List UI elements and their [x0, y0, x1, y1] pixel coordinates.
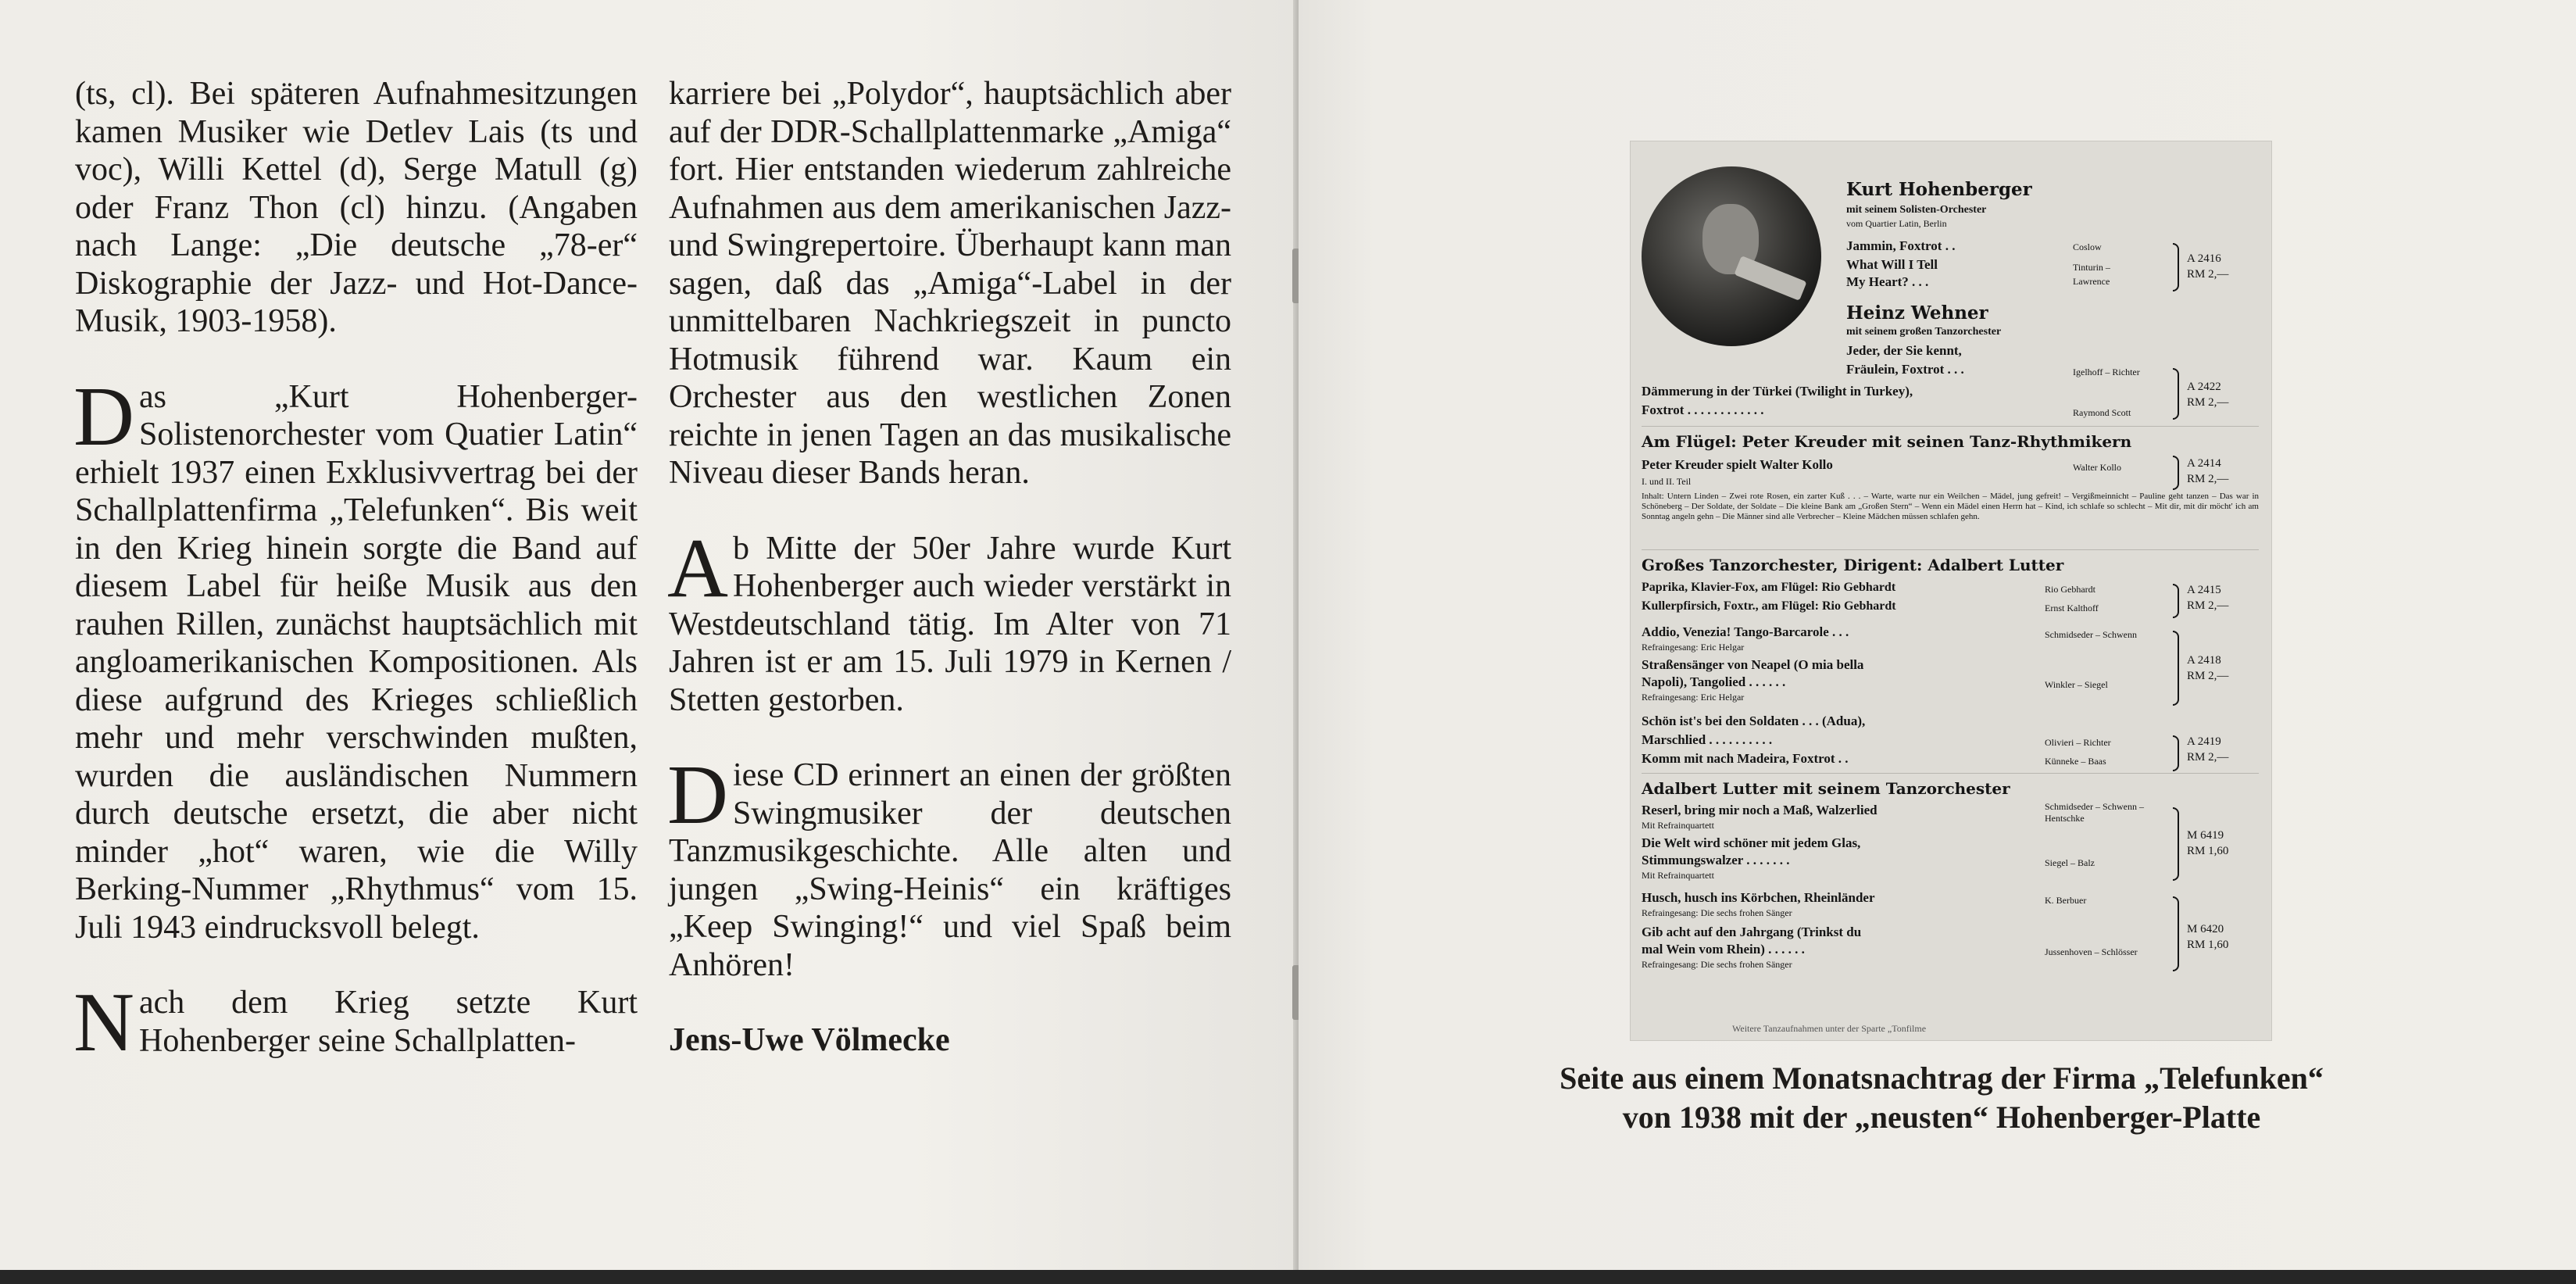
composer: Walter Kollo	[2073, 462, 2122, 473]
divider	[1642, 426, 2259, 427]
composer: Schmidseder – Schwenn – Hentschke	[2045, 801, 2144, 824]
left-page	[0, 0, 1297, 1270]
scan-bottom-edge	[0, 1270, 2576, 1284]
song-title: Husch, husch ins Körbchen, Rheinländer	[1642, 890, 1875, 905]
song-title: Marschlied . . . . . . . . . .	[1642, 732, 1773, 747]
composer: Künneke – Baas	[2045, 756, 2106, 767]
scan-heading: Adalbert Lutter mit seinem Tanzorchester	[1642, 779, 2010, 798]
song-title: My Heart? . . .	[1846, 274, 1929, 289]
paragraph-text: as „Kurt Hohenberger-Solistenorchester vom Quatier Latin“ erhielt 1937 einen Exklusivvertrag bei der Schallplattenfirma „Telefunken“. Bis weit in den Krieg hinein sorgte die Band auf diesem Label für heiße Musik aus den rauhen Rillen, zunächst hauptsächlich mit angloamerikanischen Kompositionen. Als diese aufgrund des Krieges schließlich mehr und mehr verschwinden mußten, wurden die ausländischen Nummern durch deutsche ersetzt, die aber nicht minder „hot“ waren, wie die Willy Berking-Nummer „Rhythmus“ vom 15. Juli 1943 eindrucksvoll belegt.	[75, 378, 638, 946]
composer: Rio Gebhardt	[2045, 584, 2095, 595]
song-title: Fräulein, Foxtrot . . .	[1846, 362, 1964, 377]
paragraph-text: ach dem Krieg setzte Kurt Hohenberger seine Schallplatten-	[139, 985, 638, 1059]
author-signature: Jens-Uwe Völmecke	[669, 1022, 950, 1058]
catalogue-number: M 6419	[2187, 829, 2224, 842]
scan-heading: Kurt Hohenberger	[1846, 179, 2032, 200]
song-title: Die Welt wird schöner mit jedem Glas,	[1642, 835, 1861, 850]
divider	[1642, 773, 2259, 774]
musician-photo	[1642, 166, 1821, 346]
scan-heading: Heinz Wehner	[1846, 302, 1988, 324]
catalogue-scan	[1630, 141, 2272, 1041]
part-label: I. und II. Teil	[1642, 476, 1692, 487]
text-column-2	[669, 75, 1231, 1097]
composer: Raymond Scott	[2073, 407, 2131, 418]
catalogue-number: M 6420	[2187, 923, 2224, 935]
paragraph: karriere bei „Polydor“, hauptsächlich aber auf der DDR-Schallplattenmarke „Amiga“ fort. Hier entstanden wiederum zahlreiche Aufnahmen aus dem amerikanischen Jazz- und Swingrepertoire. Überhaupt kann man sagen, daß das „Amiga“-Label in der unmittelbaren Nachkriegszeit in puncto Hotmusik führend war. Kaum ein Orchester aus den westlichen Zonen reichte in jenen Tagen an das musikalische Niveau dieser Bands heran.	[669, 76, 1231, 491]
catalogue-number: A 2422	[2187, 381, 2221, 393]
composer: Siegel – Balz	[2045, 857, 2095, 868]
paragraph-text: iese CD erinnert an einen der größten Swingmusiker der deutschen Tanzmusikgeschichte. Alle alten und jungen „Swing-Heinis“ ein kräftiges „Keep Swinging!“ und viel Spaß beim Anhören!	[669, 757, 1231, 983]
refrain-note: Mit Refrainquartett	[1642, 870, 1714, 881]
brace	[2173, 456, 2179, 490]
scan-heading: Großes Tanzorchester, Dirigent: Adalbert Lutter	[1642, 556, 2064, 574]
composer: K. Berbuer	[2045, 895, 2087, 906]
caption-line: Seite aus einem Monatsnachtrag der Firma „Telefunken“	[1560, 1060, 2324, 1096]
paragraph	[73, 976, 638, 1069]
paragraph	[667, 521, 1231, 720]
composer: Ernst Kalthoff	[2045, 603, 2099, 613]
brace	[2173, 631, 2179, 706]
drop-cap: N	[73, 976, 134, 1069]
song-title: What Will I Tell	[1846, 257, 1938, 272]
song-title: Paprika, Klavier-Fox, am Flügel: Rio Gebhardt	[1642, 581, 1896, 594]
song-title: mal Wein vom Rhein) . . . . . .	[1642, 942, 1805, 957]
brace	[2173, 807, 2179, 881]
brace	[2173, 584, 2179, 618]
price: RM 2,—	[2187, 268, 2229, 281]
refrain-note: Mit Refrainquartett	[1642, 820, 1714, 831]
brace	[2173, 243, 2179, 291]
composer: Olivieri – Richter	[2045, 737, 2111, 748]
trumpet-icon	[1734, 256, 1806, 301]
price: RM 2,—	[2187, 751, 2229, 764]
scan-subheading: mit seinem Solisten-Orchester	[1846, 204, 1987, 216]
price: RM 2,—	[2187, 473, 2229, 485]
paragraph: (ts, cl). Bei späteren Aufnahmesitzungen kamen Musiker wie Detlev Lais (ts und voc), Willi Kettel (d), Serge Matull (g) oder Franz Thon (cl) hinzu. (Angaben nach Lange: „Die deutsche „78-er“ Diskographie der Jazz- und Hot-Dance-Musik, 1903-1958).	[75, 76, 638, 339]
song-title: Schön ist's bei den Soldaten . . . (Adua),	[1642, 714, 1866, 728]
song-title: Napoli), Tangolied . . . . . .	[1642, 674, 1786, 689]
refrain-note: Refraingesang: Die sechs frohen Sänger	[1642, 959, 1792, 970]
scan-subheading: vom Quartier Latin, Berlin	[1846, 218, 1947, 229]
song-title: Jammin, Foxtrot . .	[1846, 238, 1956, 253]
song-title: Addio, Venezia! Tango-Barcarole . . .	[1642, 624, 1849, 639]
composer: Schmidseder – Schwenn	[2045, 629, 2137, 640]
catalogue-number: A 2416	[2187, 252, 2221, 265]
price: RM 1,60	[2187, 845, 2229, 857]
refrain-note: Refraingesang: Eric Helgar	[1642, 692, 1745, 703]
price: RM 2,—	[2187, 599, 2229, 612]
composer: Igelhoff – Richter	[2073, 367, 2140, 377]
composer: Jussenhoven – Schlösser	[2045, 946, 2138, 957]
caption-line: von 1938 mit der „neusten“ Hohenberger-Platte	[1622, 1100, 2261, 1135]
brace	[2173, 896, 2179, 971]
song-title: Peter Kreuder spielt Walter Kollo	[1642, 457, 1833, 472]
paragraph	[73, 370, 638, 947]
drop-cap: A	[667, 521, 728, 615]
price: RM 1,60	[2187, 939, 2229, 951]
composer: Coslow	[2073, 241, 2102, 252]
brace	[2173, 368, 2179, 420]
composer: Winkler – Siegel	[2045, 679, 2108, 690]
catalogue-number: A 2419	[2187, 735, 2221, 748]
song-title: Straßensänger von Neapel (O mia bella	[1642, 657, 1864, 672]
catalogue-number: A 2415	[2187, 584, 2221, 596]
paragraph-text: b Mitte der 50er Jahre wurde Kurt Hohenberger auch wieder verstärkt in Westdeutschland tätig. Im Alter von 71 Jahren ist er am 15. Juli 1979 in Kernen / Stetten gestorben.	[669, 530, 1231, 718]
song-title: Kullerpfirsich, Foxtr., am Flügel: Rio Gebhardt	[1642, 599, 1896, 613]
price: RM 2,—	[2187, 670, 2229, 682]
brace	[2173, 735, 2179, 771]
drop-cap: D	[73, 370, 134, 463]
text-column-1	[75, 75, 638, 1097]
paragraph	[667, 749, 1231, 984]
catalogue-number: A 2418	[2187, 654, 2221, 667]
catalogue-number: A 2414	[2187, 457, 2221, 470]
song-title: Jeder, der Sie kennt,	[1846, 343, 1962, 358]
price: RM 2,—	[2187, 396, 2229, 409]
composer: Tinturin –	[2073, 262, 2110, 273]
divider	[1642, 549, 2259, 550]
refrain-note: Refraingesang: Eric Helgar	[1642, 642, 1745, 653]
song-title: Gib acht auf den Jahrgang (Trinkst du	[1642, 925, 1862, 939]
song-title: Reserl, bring mir noch a Maß, Walzerlied	[1642, 803, 1878, 817]
drop-cap: D	[667, 749, 728, 842]
refrain-note: Refraingesang: Die sechs frohen Sänger	[1642, 907, 1792, 918]
image-caption	[1453, 1059, 2430, 1137]
song-title: Dämmerung in der Türkei (Twilight in Turkey),	[1642, 384, 1913, 399]
song-title: Foxtrot . . . . . . . . . . . .	[1642, 402, 1764, 417]
song-title: Stimmungswalzer . . . . . . .	[1642, 853, 1790, 867]
contents-list: Inhalt: Untern Linden – Zwei rote Rosen, ein zarter Kuß . . . – Warte, warte nur ein Weilchen – Mädel, jung gefreit! – Vergißmeinnicht – Pauline geht tanzen – Das war in Schöneberg – Der Soldate, der Soldate – Die kleine Bank am „Großen Stern“ – Wenn ein Mädel einen Herrn hat – Kind, ich schlafe so schlecht – Mit dir, mit dir möcht' ich am Sonntag angeln gehn – Die Männer sind alle Verbrecher – Kleine Mädchen müssen schlafen gehn.	[1642, 492, 2259, 521]
scan-subheading: mit seinem großen Tanzorchester	[1846, 326, 2002, 338]
composer: Lawrence	[2073, 276, 2110, 287]
scan-heading: Am Flügel: Peter Kreuder mit seinen Tanz-Rhythmikern	[1642, 432, 2132, 451]
scan-footer: Weitere Tanzaufnahmen unter der Sparte „Tonfilme	[1732, 1023, 1927, 1034]
song-title: Komm mit nach Madeira, Foxtrot . .	[1642, 751, 1849, 766]
